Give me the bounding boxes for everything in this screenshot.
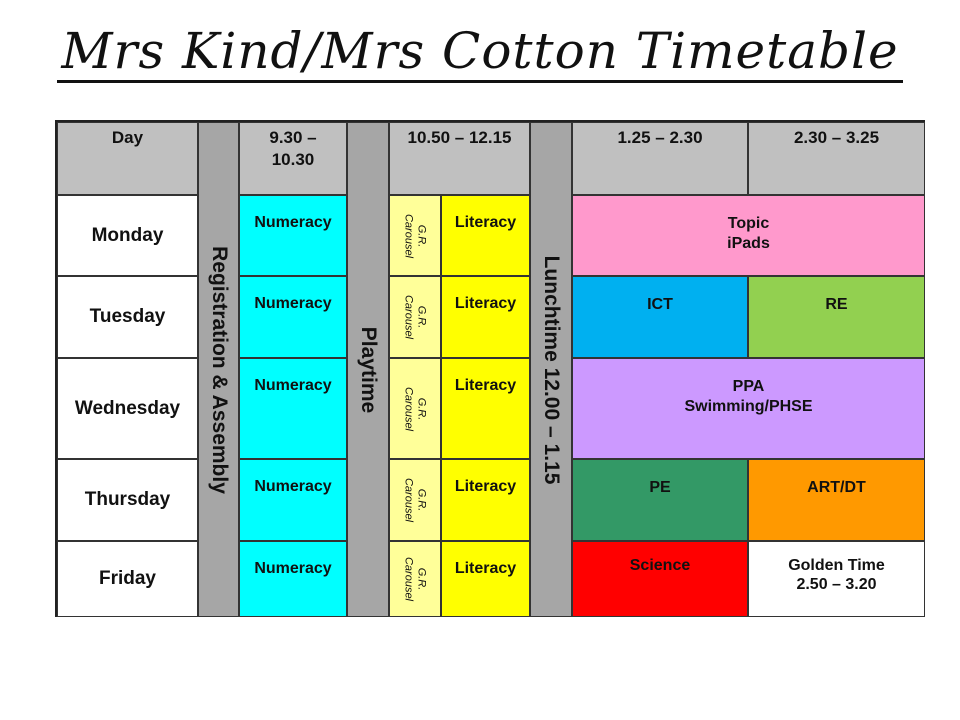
page-title: Mrs Kind/Mrs Cotton Timetable (0, 22, 960, 80)
lunchtime-label: Lunchtime 12.00 – 1.15 (540, 255, 563, 484)
numeracy-tuesday: Numeracy (239, 276, 347, 358)
gr-carousel-friday: G.R. Carousel (389, 541, 441, 617)
timetable-grid (55, 120, 925, 617)
gr-carousel-wednesday: G.R. Carousel (389, 358, 441, 459)
afternoon-thursday-art: ART/DT (748, 459, 925, 541)
registration-column (198, 122, 239, 617)
numeracy-friday: Numeracy (239, 541, 347, 617)
day-monday: Monday (57, 195, 198, 276)
afternoon-friday-golden-time: Golden Time 2.50 – 3.20 (748, 541, 925, 617)
header-slot4: 2.30 – 3.25 (748, 122, 925, 195)
afternoon-thursday-pe: PE (572, 459, 748, 541)
day-thursday: Thursday (57, 459, 198, 541)
lunchtime-column (530, 122, 572, 617)
day-wednesday: Wednesday (57, 358, 198, 459)
numeracy-wednesday: Numeracy (239, 358, 347, 459)
day-tuesday: Tuesday (57, 276, 198, 358)
literacy-thursday: Literacy (441, 459, 530, 541)
gr-carousel-thursday: G.R. Carousel (389, 459, 441, 541)
literacy-friday: Literacy (441, 541, 530, 617)
numeracy-monday: Numeracy (239, 195, 347, 276)
header-slot3: 1.25 – 2.30 (572, 122, 748, 195)
header-slot1: 9.30 – 10.30 (239, 122, 347, 195)
literacy-tuesday: Literacy (441, 276, 530, 358)
day-friday: Friday (57, 541, 198, 617)
afternoon-tuesday-ict: ICT (572, 276, 748, 358)
afternoon-monday-topic: Topic iPads (572, 195, 925, 276)
playtime-column (347, 122, 389, 617)
header-day: Day (57, 122, 198, 195)
afternoon-tuesday-re: RE (748, 276, 925, 358)
playtime-label: Playtime (357, 326, 380, 413)
gr-carousel-monday: G.R. Carousel (389, 195, 441, 276)
afternoon-friday-science: Science (572, 541, 748, 617)
afternoon-wednesday-ppa: PPA Swimming/PHSE (572, 358, 925, 459)
header-slot2: 10.50 – 12.15 (389, 122, 530, 195)
numeracy-thursday: Numeracy (239, 459, 347, 541)
gr-carousel-tuesday: G.R. Carousel (389, 276, 441, 358)
literacy-monday: Literacy (441, 195, 530, 276)
literacy-wednesday: Literacy (441, 358, 530, 459)
registration-label: Registration & Assembly (207, 245, 231, 494)
